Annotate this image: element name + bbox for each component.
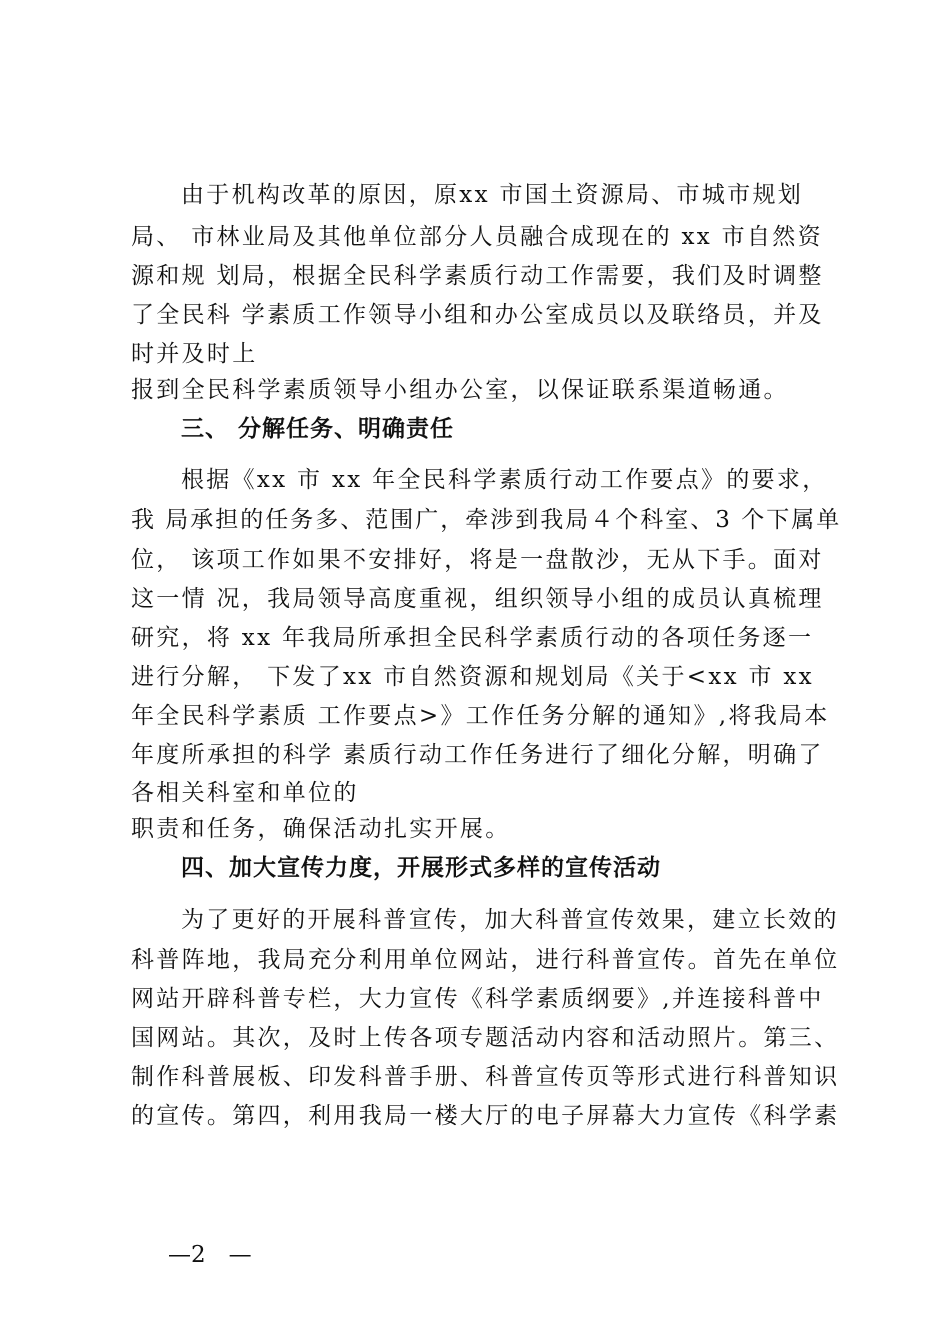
paragraph-line: 了全民科 学素质工作领导小组和办公室成员以及联络员，并及 xyxy=(131,302,824,328)
paragraph-line: 我 局承担的任务多、范围广，牵涉到我局４个科室、3 个下属单 xyxy=(131,507,842,533)
paragraph-line: 的宣传。第四，利用我局一楼大厅的电子屏幕大力宣传《科学素 xyxy=(131,1103,840,1129)
paragraph-line: 各相关科室和单位的 xyxy=(131,780,359,806)
paragraph-line: 网站开辟科普专栏，大力宣传《科学素质纲要》,并连接科普中 xyxy=(131,986,824,1012)
paragraph-line: 这一情 况，我局领导高度重视，组织领导小组的成员认真梳理 xyxy=(131,586,824,612)
paragraph-line: 年全民科学素质 工作要点>》工作任务分解的通知》,将我局本 xyxy=(131,703,830,729)
paragraph-line: 为了更好的开展科普宣传，加大科普宣传效果，建立长效的 xyxy=(181,907,839,933)
paragraph-line: 由于机构改革的原因，原xx 市国土资源局、市城市规划 xyxy=(181,182,804,208)
paragraph-line: 国网站。其次，及时上传各项专题活动内容和活动照片。第三、 xyxy=(131,1025,840,1051)
paragraph-line: 源和规 划局，根据全民科学素质行动工作需要，我们及时调整 xyxy=(131,263,824,289)
section-heading-3: 三、 分解任务、明确责任 xyxy=(181,416,455,442)
paragraph-line: 研究，将 xx 年我局所承担全民科学素质行动的各项任务逐一 xyxy=(131,625,814,651)
paragraph-line: 制作科普展板、印发科普手册、科普宣传页等形式进行科普知识 xyxy=(131,1064,840,1090)
paragraph-line: 时并及时上 xyxy=(131,341,258,367)
paragraph-line: 根据《xx 市 xx 年全民科学素质行动工作要点》的要求， xyxy=(181,467,828,493)
paragraph-line: 位， 该项工作如果不安排好，将是一盘散沙，无从下手。面对 xyxy=(131,547,824,573)
paragraph-line: 年度所承担的科学 素质行动工作任务进行了细化分解，明确了 xyxy=(131,742,824,768)
paragraph-line: 职责和任务，确保活动扎实开展。 xyxy=(131,816,511,842)
paragraph-line: 进行分解， 下发了xx 市自然资源和规划局《关于<xx 市 xx xyxy=(131,664,814,690)
section-heading-4: 四、加大宣传力度，开展形式多样的宣传活动 xyxy=(181,855,661,881)
page-number: —2 — xyxy=(168,1242,252,1268)
paragraph-line: 局、 市林业局及其他单位部分人员融合成现在的 xx 市自然资 xyxy=(131,224,823,250)
paragraph-line: 科普阵地，我局充分利用单位网站，进行科普宣传。首先在单位 xyxy=(131,947,840,973)
paragraph-line: 报到全民科学素质领导小组办公室，以保证联系渠道畅通。 xyxy=(131,377,789,403)
